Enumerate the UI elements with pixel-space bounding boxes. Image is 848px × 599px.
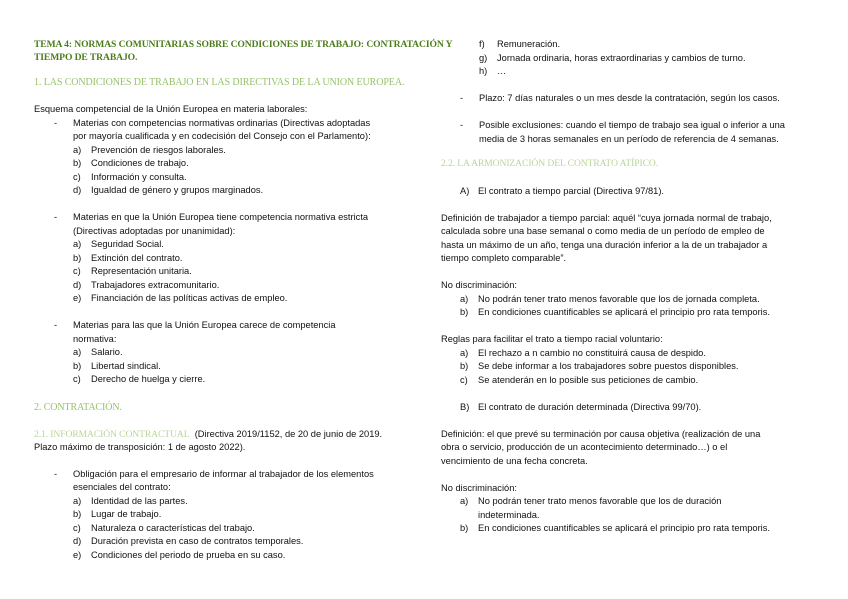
exclusiones-line-1: Posible exclusiones: cuando el tiempo de trabajo sea igual o inferior a una [479,120,785,130]
plazo-text: Plazo: 7 días naturales o un mes desde la contratación, según los casos. [479,93,780,103]
section-heading-2: 2. CONTRATACIÓN. [34,402,122,413]
list-item: a) Identidad de las partes. [73,496,188,506]
list-item: c) Representación unitaria. [73,266,192,276]
page-title-line-2: TIEMPO DE TRABAJO. [34,52,138,63]
directive-ref: (Directiva 2019/1152, de 20 de junio de 2019. [194,429,383,439]
list-item: b) Se debe informar a los trabajadores sobre puestos disponibles. [460,361,739,371]
section-heading-1: 1. LAS CONDICIONES DE TRABAJO EN LAS DIRECTIVAS DE LA UNION EUROPEA. [34,77,405,88]
list-item: f) Remuneración. [479,39,561,49]
no-discrimination-label: No discriminación: [441,280,517,290]
list-item: c) Se atenderán en lo posible sus peticiones de cambio. [460,375,699,385]
list-item-continuation: indeterminada. [478,510,540,520]
subsection-heading-2-1: 2.1. INFORMACIÓN CONTRACTUAL [34,429,190,440]
bullet-dash: - [460,120,464,130]
definition-line-1: Definición de trabajador a tiempo parcial: aquél “cuya jornada normal de trabajo, [441,213,772,223]
list-item: a) Prevención de riesgos laborales. [73,145,226,155]
definition2-line-1: Definición: el que prevé su terminación por causa objetiva (realización de una [441,429,761,439]
bullet-4-line-2: esenciales del contrato: [73,482,171,492]
subsection-2-1-line [34,428,382,442]
bullet-3-line-1: Materias para las que la Unión Europea carece de competencia [73,320,336,330]
page-title-line-1: TEMA 4: NORMAS COMUNITARIAS SOBRE CONDICIONES DE TRABAJO: CONTRATACIÓN Y [34,39,453,50]
list-item: d) Trabajadores extracomunitario. [73,280,220,290]
list-item: a) Seguridad Social. [73,239,164,249]
list-item: c) Derecho de huelga y cierre. [73,374,206,384]
reglas-label: Reglas para facilitar el trato a tiempo racial voluntario: [441,334,663,344]
list-item: a) No podrán tener trato menos favorable que los de duración [460,496,722,506]
list-item: c) Información y consulta. [73,172,187,182]
definition-line-4: tiempo completo comparable”. [441,253,567,263]
subheading-a: A) El contrato a tiempo parcial (Directiva 97/81). [460,186,665,196]
subsection-heading-2-2: 2.2. LA ARMONIZACIÓN DEL CONTRATO ATÍPICO. [441,158,658,169]
intro-text: Esquema competencial de la Unión Europea en materia laborales: [34,104,308,114]
definition2-line-3: vencimiento de una fecha concreta. [441,456,588,466]
list-item: b) Condiciones de trabajo. [73,158,189,168]
definition2-line-2: obra o servicio, producción de un acontecimiento determinado…) o el [441,442,728,452]
bullet-dash: - [54,212,58,222]
directive-ref-line-2: Plazo máximo de transposición: 1 de agosto 2022). [34,442,246,452]
list-item: b) En condiciones cuantificables se aplicará el principio pro rata temporis. [460,523,770,533]
list-item: e) Financiación de las políticas activas de empleo. [73,293,288,303]
subheading-b: B) El contrato de duración determinada (Directiva 99/70). [460,402,702,412]
definition-line-3: hasta un máximo de un año, tenga una duración inferior a la de un trabajador a [441,240,768,250]
bullet-4-line-1: Obligación para el empresario de informar al trabajador de los elementos [73,469,374,479]
bullet-3-line-2: normativa: [73,334,117,344]
bullet-1-line-2: por mayoría cualificada y en codecisión del Consejo con el Parlamento): [73,131,371,141]
list-item: b) Lugar de trabajo. [73,509,162,519]
list-item: e) Condiciones del periodo de prueba en su caso. [73,550,286,560]
list-item: d) Duración prevista en caso de contratos temporales. [73,536,304,546]
list-item: b) Extinción del contrato. [73,253,183,263]
bullet-1-line-1: Materias con competencias normativas ordinarias (Directivas adoptadas [73,118,371,128]
bullet-2-line-1: Materias en que la Unión Europea tiene competencia normativa estricta [73,212,369,222]
list-item: a) Salario. [73,347,123,357]
list-item: a) No podrán tener trato menos favorable que los de jornada completa. [460,294,760,304]
list-item: c) Naturaleza o características del trabajo. [73,523,255,533]
list-item: b) Libertad sindical. [73,361,161,371]
no-discrimination-label-2: No discriminación: [441,483,517,493]
list-item: d) Igualdad de género y grupos marginados. [73,185,264,195]
exclusiones-line-2: media de 3 horas semanales en un período de referencia de 4 semanas. [479,134,779,144]
bullet-dash: - [54,118,58,128]
list-item: a) El rechazo a n cambio no constituirá causa de despido. [460,348,706,358]
list-item: b) En condiciones cuantificables se aplicará el principio pro rata temporis. [460,307,770,317]
bullet-dash: - [54,320,58,330]
bullet-2-line-2: (Directivas adoptadas por unanimidad): [73,226,236,236]
bullet-dash: - [460,93,464,103]
list-item: g) Jornada ordinaria, horas extraordinarias y cambios de turno. [479,53,746,63]
bullet-dash: - [54,469,58,479]
definition-line-2: calculada sobre una base semanal o como media de un período de empleo de [441,226,765,236]
list-item: h) … [479,66,507,76]
